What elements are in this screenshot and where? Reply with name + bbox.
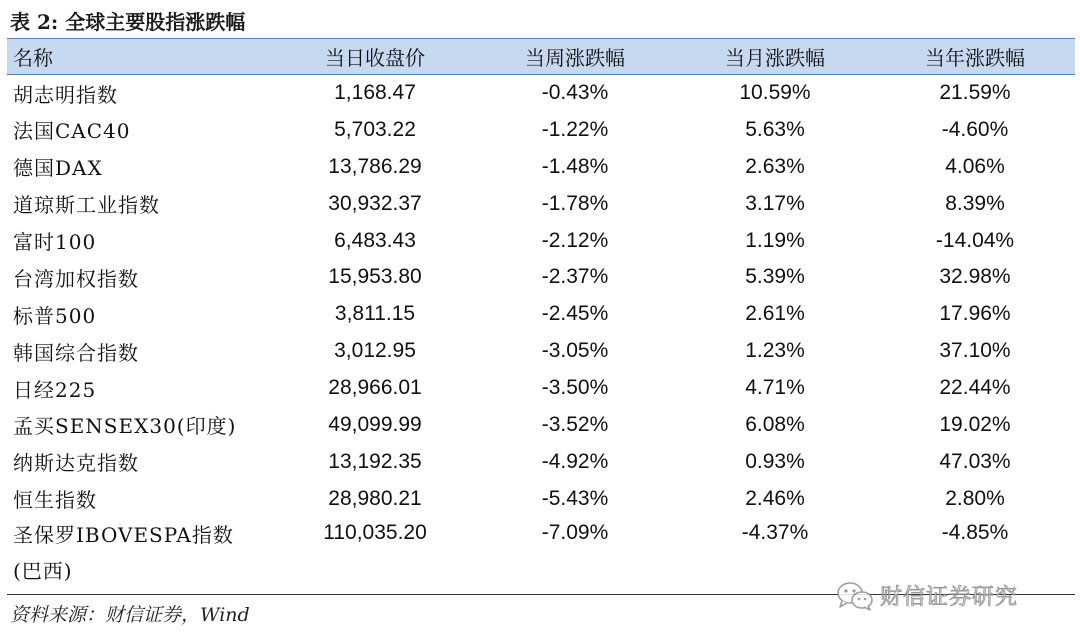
close-price: 13,192.35 <box>328 449 422 473</box>
month-change: 3.17% <box>745 191 805 215</box>
index-name <box>7 517 275 591</box>
index-name: 孟买SENSEX30(印度) <box>13 414 237 439</box>
index-name-line1: 圣保罗IBOVESPA指数 <box>13 523 234 548</box>
header-year-change: 当年涨跌幅 <box>875 39 1075 75</box>
index-table <box>7 38 1075 591</box>
index-name: 纳斯达克指数 <box>13 451 139 476</box>
index-name: 富时100 <box>13 230 97 254</box>
index-name: 韩国综合指数 <box>13 340 139 365</box>
month-change: 2.46% <box>745 486 805 510</box>
year-change: 22.44% <box>939 376 1011 400</box>
month-change: 1.23% <box>745 339 805 363</box>
header-week-change: 当周涨跌幅 <box>475 39 675 75</box>
source-note: 资料来源：财信证券，Wind <box>10 604 250 626</box>
month-change: 0.93% <box>745 449 805 473</box>
index-name: 标普500 <box>13 303 97 328</box>
year-change: -14.04% <box>935 228 1015 252</box>
index-name: 恒生指数 <box>13 488 97 513</box>
close-price: 28,966.01 <box>328 376 422 400</box>
table-row <box>7 111 1075 148</box>
year-change: 19.02% <box>939 412 1011 436</box>
month-change: 10.59% <box>739 81 811 105</box>
index-name: 台湾加权指数 <box>13 266 139 291</box>
week-change: -5.43% <box>541 486 609 510</box>
close-price: 3,012.95 <box>334 339 416 363</box>
month-change: -4.37% <box>741 521 809 545</box>
table-row <box>7 296 1075 333</box>
month-change: 2.61% <box>745 302 805 326</box>
month-change: 6.08% <box>745 412 805 436</box>
year-change: 37.10% <box>939 339 1011 363</box>
week-change: -1.48% <box>541 154 609 178</box>
week-change: -2.12% <box>541 228 609 252</box>
week-change: -3.05% <box>541 339 609 363</box>
close-price: 13,786.29 <box>328 154 422 178</box>
table-row <box>7 443 1075 480</box>
year-change: 8.39% <box>945 191 1005 215</box>
month-change: 5.39% <box>745 265 805 289</box>
table-row <box>7 333 1075 370</box>
index-name: 法国CAC40 <box>13 119 131 144</box>
week-change: -1.78% <box>541 191 609 215</box>
table-row <box>7 407 1075 444</box>
table-row <box>7 259 1075 296</box>
close-price: 15,953.80 <box>328 265 422 289</box>
week-change: -1.22% <box>541 117 609 141</box>
table-row <box>7 222 1075 259</box>
close-price: 30,932.37 <box>328 191 422 215</box>
week-change: -7.09% <box>541 521 609 545</box>
year-change: 4.06% <box>945 154 1005 178</box>
week-change: -4.92% <box>541 449 609 473</box>
year-change: 21.59% <box>939 81 1011 105</box>
year-change: -4.85% <box>941 521 1009 545</box>
year-change: 2.80% <box>945 486 1005 510</box>
index-name: 日经225 <box>13 377 97 402</box>
table-row <box>7 75 1075 112</box>
table-row <box>7 480 1075 517</box>
year-change: 47.03% <box>939 449 1011 473</box>
close-price: 28,980.21 <box>328 486 422 510</box>
header-month-change: 当月涨跌幅 <box>675 39 875 75</box>
week-change: -3.52% <box>541 412 609 436</box>
month-change: 4.71% <box>745 376 805 400</box>
week-change: -0.43% <box>541 81 609 105</box>
index-name-line2: (巴西) <box>13 559 73 584</box>
close-price: 6,483.43 <box>334 228 416 252</box>
week-change: -2.37% <box>541 265 609 289</box>
header-close: 当日收盘价 <box>275 39 475 75</box>
index-name: 道琼斯工业指数 <box>13 193 160 218</box>
table-row <box>7 148 1075 185</box>
watermark-text: 财信证券研究 <box>880 585 1019 610</box>
table-row <box>7 185 1075 222</box>
table-title: 表 2: 全球主要股指涨跌幅 <box>10 10 246 34</box>
close-price: 5,703.22 <box>334 117 416 141</box>
index-name: 胡志明指数 <box>13 82 118 107</box>
close-price: 110,035.20 <box>323 521 427 545</box>
year-change: -4.60% <box>941 117 1009 141</box>
year-change: 32.98% <box>939 265 1011 289</box>
close-price: 1,168.47 <box>334 81 416 105</box>
year-change: 17.96% <box>939 302 1011 326</box>
month-change: 1.19% <box>745 228 805 252</box>
close-price: 3,811.15 <box>334 302 416 326</box>
close-price: 49,099.99 <box>328 412 422 436</box>
wechat-icon <box>836 581 874 611</box>
header-name: 名称 <box>7 39 275 75</box>
week-change: -2.45% <box>541 302 609 326</box>
index-name: 德国DAX <box>13 156 103 181</box>
month-change: 5.63% <box>745 117 805 141</box>
week-change: -3.50% <box>541 376 609 400</box>
table-row <box>7 370 1075 407</box>
header-row <box>7 39 1075 75</box>
watermark <box>836 580 1018 611</box>
month-change: 2.63% <box>745 154 805 178</box>
